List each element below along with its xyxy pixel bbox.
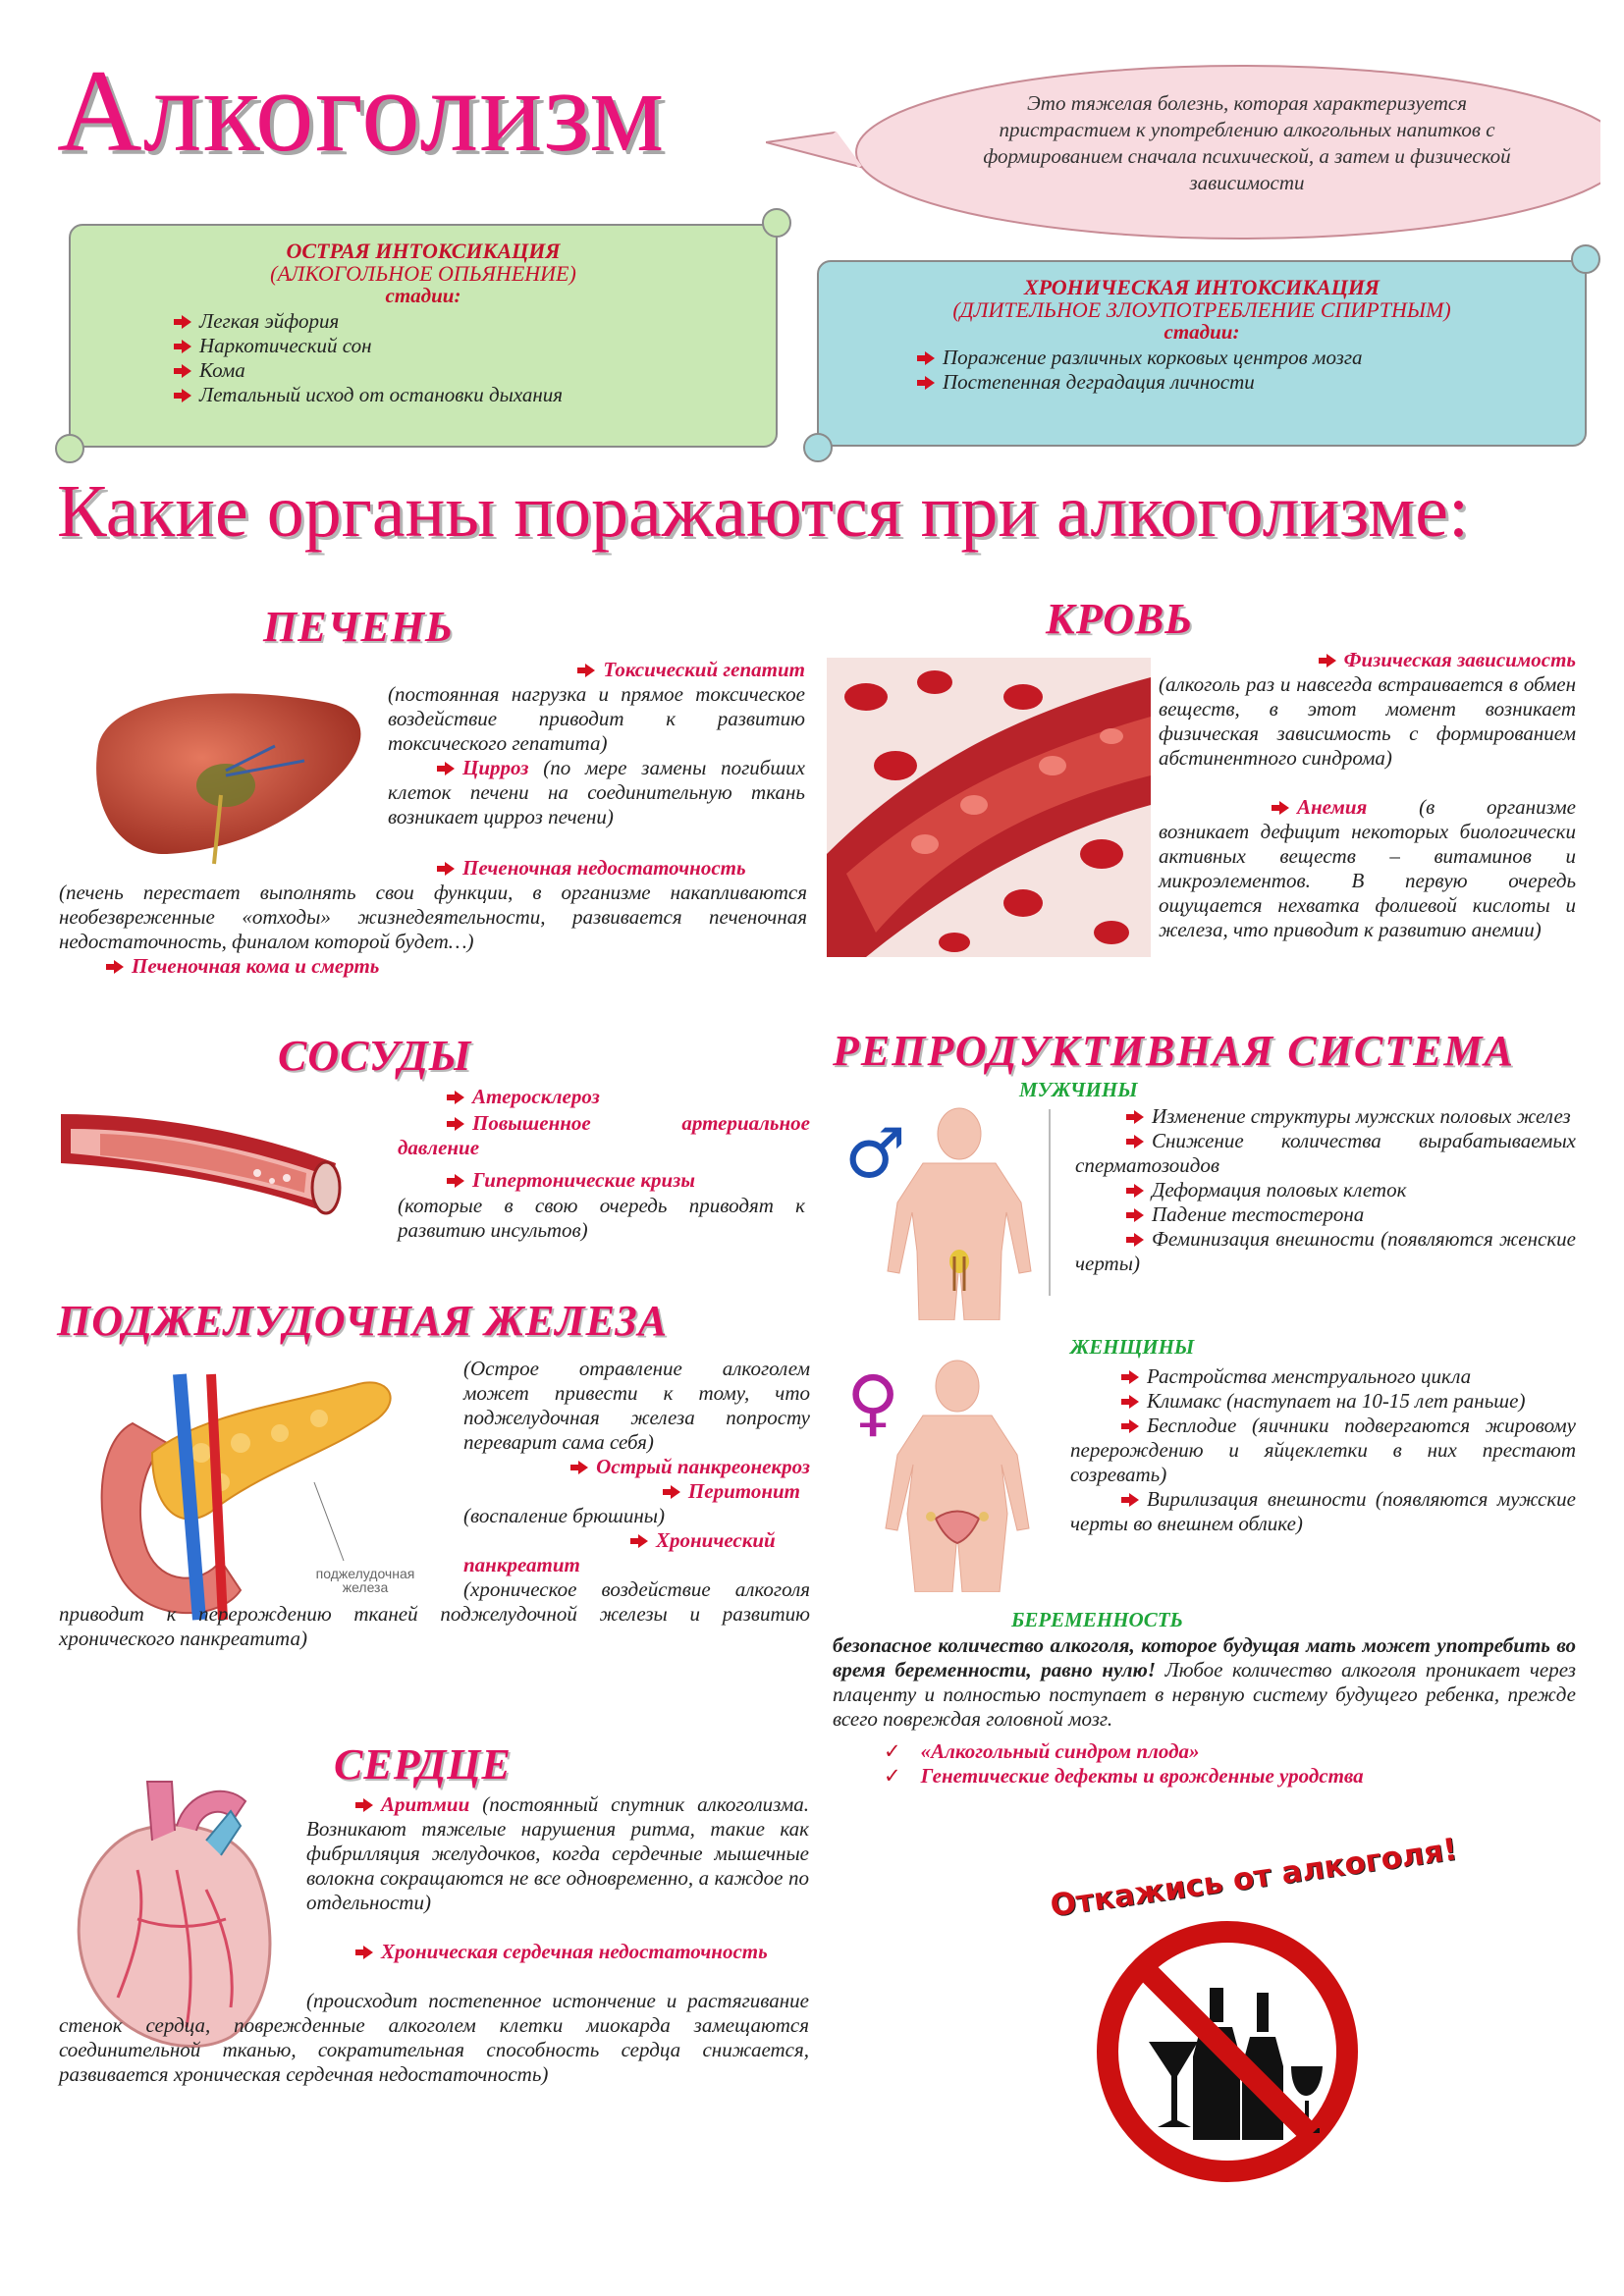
- women-label: ЖЕНЩИНЫ: [1070, 1335, 1195, 1359]
- list-item: Постепенная деградация личности: [917, 370, 1585, 395]
- pancreas-title: ПОДЖЕЛУДОЧНАЯ ЖЕЛЕЗА: [57, 1297, 669, 1345]
- pregnancy-text: безопасное количество алкоголя, которое будущая мать может употребить во время беременности, равно нулю! Любое количество алкоголя проникает через плаценту и полностью поступает в нервную систему будущего ребенка, прежде всего повреждая головной мозг.: [833, 1633, 1576, 1731]
- acute-stages-label: стадии:: [385, 284, 461, 307]
- checkmark-icon: ✓: [884, 1764, 901, 1788]
- organs-heading: Какие органы поражаются при алкоголизме:: [57, 470, 1470, 553]
- vessels-title: СОСУДЫ: [278, 1032, 472, 1080]
- liver-cirrhosis: Цирроз (по мере замены погибших клеток печени на соединительную ткань возникает цирроз печени): [388, 756, 805, 828]
- list-item: Наркотический сон: [174, 334, 776, 358]
- liver-failure-text: (печень перестает выполнять свои функции, в организме накапливаются необезвреженные «отходы» жизнедеятельности, развивается печеночная недостаточность, финалом которой будет…): [59, 881, 807, 953]
- arrow-icon: [1121, 1395, 1139, 1409]
- page-title: Алкоголизм: [57, 45, 666, 176]
- arrow-icon: [577, 664, 595, 677]
- arrow-icon: [917, 376, 935, 390]
- arrow-icon: [1126, 1208, 1144, 1222]
- liver-coma: Печеночная кома и смерть: [106, 954, 695, 979]
- acute-intoxication-scroll: [69, 224, 778, 448]
- divider-line: [1049, 1109, 1051, 1296]
- men-label: МУЖЧИНЫ: [1019, 1078, 1138, 1101]
- women-effects-list: [1070, 1364, 1576, 1536]
- arrow-icon: [437, 862, 455, 876]
- arrow-icon: [1126, 1233, 1144, 1247]
- heart-title: СЕРДЦЕ: [334, 1740, 512, 1789]
- arrow-icon: [917, 351, 935, 365]
- acute-subtitle: (АЛКОГОЛЬНОЕ ОПЬЯНЕНИЕ): [270, 261, 576, 286]
- list-item: Легкая эйфория: [174, 309, 776, 334]
- liver-failure: Печеночная недостаточность: [437, 856, 810, 881]
- blood-vessel-image: [827, 658, 1151, 957]
- liver-hepatitis: Токсический гепатит (постоянная нагрузка и прямое токсическое воздействие приводит к развитию токсического гепатита): [388, 658, 805, 755]
- pancreas-necrosis: Острый панкреонекроз: [515, 1455, 810, 1479]
- pregnancy-list: [884, 1739, 1571, 1789]
- arrow-icon: [1121, 1419, 1139, 1433]
- vessels-hypertension: Повышенное артериальное давление: [398, 1111, 810, 1159]
- liver-image: [79, 677, 373, 874]
- chronic-intoxication-scroll: [817, 260, 1587, 447]
- arrow-icon: [355, 1946, 373, 1959]
- vessels-crises: Гипертонические кризы: [447, 1168, 810, 1193]
- arrow-icon: [1126, 1184, 1144, 1198]
- list-item: Снижение количества вырабатываемых сперматозоидов: [1075, 1129, 1576, 1177]
- blood-dependence-text: (алкоголь раз и навсегда встраивается в обмен веществ, в этот момент возникает физическая зависимость с формированием абстинентного синдрома): [1159, 672, 1576, 770]
- definition-text: Это тяжелая болезнь, которая характеризуется пристрастием к употреблению алкогольных напитков с формированием сначала психической, а затем и физической зависимости: [983, 91, 1511, 194]
- female-body-image: [862, 1357, 1054, 1592]
- chronic-subtitle: (ДЛИТЕЛЬНОЕ ЗЛОУПОТРЕБЛЕНИЕ СПИРТНЫМ): [952, 297, 1451, 322]
- heart-failure-text: (происходит постепенное истончение и растягивание стенок сердца, поврежденные алкоголем клетки миокарда замещаются соединительной тканью, сократительная способность сердца снижается, развивается хроническая сердечная недостаточность): [59, 1989, 809, 2086]
- list-item: Летальный исход от остановки дыхания: [174, 383, 776, 407]
- arrow-icon: [630, 1534, 648, 1548]
- blood-dependence: Физическая зависимость: [1208, 648, 1576, 672]
- female-symbol-icon: ♀: [846, 1361, 900, 1445]
- liver-title: ПЕЧЕНЬ: [263, 603, 454, 651]
- men-effects-list: [1075, 1104, 1576, 1276]
- list-item: Падение тестостерона: [1075, 1202, 1576, 1227]
- blood-anemia: Анемия (в организме возникает дефицит некоторых биологически активных веществ – витаминов и микроэлементов. В первую очередь ощущается нехватка фолиевой кислоты и железа, что приводит к развитию анемии): [1159, 795, 1576, 941]
- list-item: Растройства менструального цикла: [1070, 1364, 1576, 1389]
- list-item: Феминизация внешности (появляются женские черты): [1075, 1227, 1576, 1275]
- pancreas-chronic-text: (хроническое воздействие алкоголя приводит к перерождению тканей поджелудочной железы и развитию хронического панкреатита): [59, 1577, 810, 1650]
- arrow-icon: [1121, 1493, 1139, 1507]
- repro-title: РЕПРОДУКТИВНАЯ СИСТЕМА: [833, 1027, 1515, 1075]
- list-item: Деформация половых клеток: [1075, 1178, 1576, 1202]
- checkmark-icon: ✓: [884, 1739, 901, 1763]
- arrow-icon: [1126, 1110, 1144, 1124]
- pancreas-peritonitis-text: (воспаление брюшины): [463, 1504, 665, 1527]
- pancreas-image-label: поджелудочная железа: [315, 1566, 415, 1595]
- arrow-icon: [174, 389, 191, 402]
- arrow-icon: [447, 1174, 464, 1188]
- heart-failure: Хроническая сердечная недостаточность: [306, 1940, 809, 1964]
- arrow-icon: [437, 762, 455, 775]
- slogan: Откажись от алкоголя!: [1048, 1832, 1460, 1924]
- list-item: Изменение структуры мужских половых желез: [1075, 1104, 1576, 1129]
- list-item: Вирилизация внешности (появляются мужские черты во внешнем облике): [1070, 1487, 1576, 1535]
- arrow-icon: [174, 315, 191, 329]
- vessels-crises-text: (которые в свою очередь приводят к развитию инсультов): [398, 1194, 805, 1242]
- arrow-icon: [663, 1485, 680, 1499]
- arrow-icon: [1121, 1370, 1139, 1384]
- heart-arrhythmia: Аритмии (постоянный спутник алкоголизма. Возникают тяжелые нарушения ритма, такие как фибрилляция желудочков, когда сердечные мышечные волокна сокращаются не все одновременно, а каждое по отдельности): [306, 1792, 810, 1914]
- arrow-icon: [174, 364, 191, 378]
- arrow-icon: [106, 960, 124, 974]
- male-body-image: [864, 1104, 1056, 1320]
- arrow-icon: [447, 1091, 464, 1104]
- list-item: ✓ Генетические дефекты и врожденные уродства: [884, 1764, 1364, 1788]
- chronic-stage-list: [917, 346, 1585, 395]
- pregnancy-label: БЕРЕМЕННОСТЬ: [1011, 1608, 1183, 1631]
- chronic-stages-label: стадии:: [1164, 320, 1240, 344]
- arrow-icon: [1319, 654, 1336, 667]
- male-symbol-icon: ♂: [844, 1113, 906, 1194]
- blood-title: КРОВЬ: [1046, 595, 1194, 643]
- pancreas-intro: (Острое отравление алкоголем может привести к тому, что поджелудочная железа попросту переварит сама себя): [463, 1357, 810, 1454]
- arrow-icon: [355, 1798, 373, 1812]
- pancreas-peritonitis: Перитонит: [515, 1479, 800, 1504]
- list-item: Кома: [174, 358, 776, 383]
- list-item: Поражение различных корковых центров мозга: [917, 346, 1585, 370]
- pancreas-chronic: Хронический панкреатит: [463, 1528, 776, 1576]
- no-alcohol-sign: [1095, 1919, 1360, 2184]
- arrow-icon: [447, 1117, 464, 1131]
- acute-stage-list: [174, 309, 776, 407]
- arrow-icon: [174, 340, 191, 353]
- vessels-atherosclerosis: Атеросклероз: [447, 1085, 820, 1109]
- arrow-icon: [1272, 801, 1289, 815]
- list-item: Бесплодие (яичники подвергаются жировому перерождению и яйцеклетки в них престают созревать): [1070, 1414, 1576, 1486]
- list-item: Климакс (наступает на 10-15 лет раньше): [1070, 1389, 1576, 1414]
- vessel-image: [61, 1104, 346, 1217]
- arrow-icon: [570, 1461, 588, 1474]
- acute-title: ОСТРАЯ ИНТОКСИКАЦИЯ: [286, 239, 561, 263]
- list-item: ✓ «Алкогольный синдром плода»: [884, 1739, 1200, 1763]
- arrow-icon: [1126, 1135, 1144, 1148]
- chronic-title: ХРОНИЧЕСКАЯ ИНТОКСИКАЦИЯ: [1023, 275, 1380, 299]
